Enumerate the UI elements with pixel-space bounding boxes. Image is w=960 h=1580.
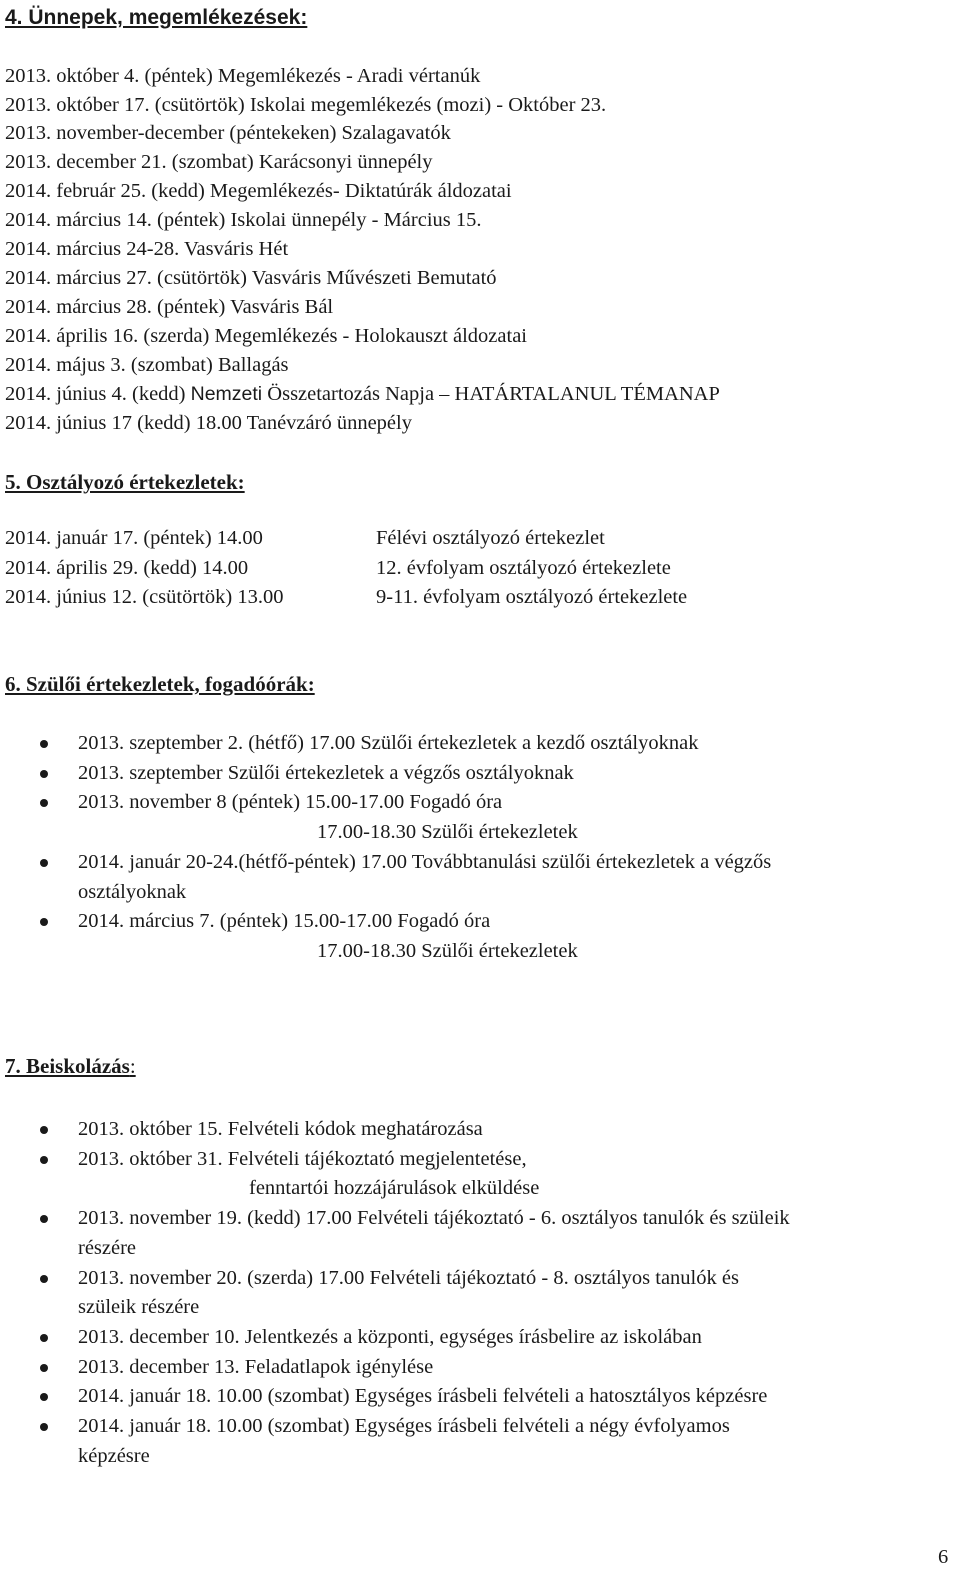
bullet-icon	[40, 770, 48, 778]
event-line: 2013. november-december (péntekeken) Szalagavatók	[5, 122, 451, 144]
table-row	[5, 583, 687, 613]
list-item-text: 2013. október 15. Felvételi kódok meghatározása	[78, 1118, 483, 1140]
section-6-heading: 6. Szülői értekezletek, fogadóórák:	[5, 672, 315, 696]
event-line	[5, 381, 720, 407]
bullet-icon	[40, 1126, 48, 1134]
meeting-date: 2014. január 17. (péntek) 14.00	[5, 527, 263, 550]
bullet-icon	[40, 918, 48, 926]
event-line: 2014. április 16. (szerda) Megemlékezés - Holokauszt áldozatai	[5, 325, 527, 347]
parent-meetings-list	[0, 729, 955, 967]
event-line: 2014. június 17 (kedd) 18.00 Tanévzáró ünnepély	[5, 412, 412, 434]
bullet-icon	[40, 1423, 48, 1431]
event-line: 2014. március 14. (péntek) Iskolai ünnepély - Március 15.	[5, 209, 482, 231]
page-number: 6	[938, 1546, 949, 1568]
event-line: 2014. március 28. (péntek) Vasváris Bál	[5, 296, 334, 318]
bullet-icon	[40, 1215, 48, 1223]
meeting-description: 9-11. évfolyam osztályozó értekezlete	[376, 586, 688, 609]
list-item-text: 2013. december 10. Jelentkezés a központi, egységes írásbelire az iskolában	[78, 1325, 702, 1348]
event-line: 2014. május 3. (szombat) Ballagás	[5, 354, 289, 376]
list-item	[0, 1382, 955, 1412]
meeting-description: 12. évfolyam osztályozó értekezlete	[376, 556, 671, 579]
bullet-icon	[40, 740, 48, 748]
list-item-continuation: fenntartói hozzájárulások elküldése	[249, 1177, 540, 1200]
section-5-heading: 5. Osztályozó értekezletek:	[5, 470, 245, 494]
event-line: 2014. március 24-28. Vasváris Hét	[5, 238, 289, 260]
event-june4-date: 2014. június 4. (kedd)	[5, 383, 191, 405]
bullet-icon	[40, 1275, 48, 1283]
section-7-colon: :	[129, 1054, 136, 1078]
event-line: 2013. október 17. (csütörtök) Iskolai megemlékezés (mozi) - Október 23.	[5, 94, 607, 116]
bullet-icon	[40, 1334, 48, 1342]
bullet-icon	[40, 799, 48, 807]
event-line: 2014. február 25. (kedd) Megemlékezés- Diktatúrák áldozatai	[5, 180, 512, 202]
list-item-text: 2013. szeptember 2. (hétfő) 17.00 Szülői értekezletek a kezdő osztályoknak	[78, 732, 699, 754]
list-item-wrap: részére	[78, 1236, 137, 1259]
list-item-continuation: 17.00-18.30 Szülői értekezletek	[317, 821, 578, 844]
meeting-description: Félévi osztályozó értekezlet	[376, 527, 605, 550]
list-item	[0, 759, 955, 789]
bullet-icon	[40, 1156, 48, 1164]
event-line: 2014. március 27. (csütörtök) Vasváris Művészeti Bemutató	[5, 267, 497, 289]
list-item	[0, 1323, 955, 1353]
list-item	[0, 788, 955, 847]
meeting-date: 2014. április 29. (kedd) 14.00	[5, 556, 249, 579]
list-item-text: 2014. január 18. 10.00 (szombat) Egységes írásbeli felvételi a négy évfolyamos	[78, 1415, 730, 1438]
list-item	[0, 1412, 955, 1471]
list-item	[0, 1115, 955, 1145]
list-item	[0, 1204, 955, 1263]
list-item-text: 2013. november 8 (péntek) 15.00-17.00 Fogadó óra	[78, 791, 503, 814]
admission-list	[0, 1115, 955, 1471]
event-line: 2013. december 21. (szombat) Karácsonyi ünnepély	[5, 151, 433, 173]
list-item-wrap: osztályoknak	[78, 880, 187, 903]
bullet-icon	[40, 1364, 48, 1372]
table-row	[5, 524, 687, 554]
list-item	[0, 729, 955, 759]
event-june4-rest: Összetartozás Napja – HATÁRTALANUL TÉMANAP	[262, 383, 720, 405]
list-item	[0, 1353, 955, 1383]
list-item-text: 2014. január 20-24.(hétfő-péntek) 17.00 Továbbtanulási szülői értekezletek a végzős	[78, 850, 772, 873]
table-row	[5, 554, 687, 584]
bullet-icon	[40, 1393, 48, 1401]
section-4-heading: 4. Ünnepek, megemlékezések:	[5, 6, 308, 29]
list-item	[0, 848, 955, 907]
list-item	[0, 1145, 955, 1204]
list-item-text: 2013. november 19. (kedd) 17.00 Felvételi tájékoztató - 6. osztályos tanulók és szüleik	[78, 1207, 790, 1230]
grading-meetings-table	[5, 524, 687, 613]
list-item-wrap: képzésre	[78, 1444, 150, 1467]
section-7-title: 7. Beiskolázás	[5, 1054, 130, 1078]
list-item-continuation: 17.00-18.30 Szülői értekezletek	[317, 939, 578, 962]
section-7-heading	[5, 1054, 136, 1079]
event-line: 2013. október 4. (péntek) Megemlékezés - Aradi vértanúk	[5, 65, 481, 87]
event-june4-word: Nemzeti	[190, 383, 263, 405]
meeting-date: 2014. június 12. (csütörtök) 13.00	[5, 586, 284, 609]
list-item-text: 2013. október 31. Felvételi tájékoztató megjelentetése,	[78, 1147, 527, 1170]
list-item-text: 2014. január 18. 10.00 (szombat) Egységes írásbeli felvételi a hatosztályos képzésre	[78, 1385, 768, 1408]
list-item-text: 2013. december 13. Feladatlapok igénylése	[78, 1355, 434, 1378]
list-item-text: 2013. november 20. (szerda) 17.00 Felvételi tájékoztató - 8. osztályos tanulók és	[78, 1266, 739, 1289]
list-item	[0, 1264, 955, 1323]
list-item	[0, 907, 955, 966]
list-item-wrap: szüleik részére	[78, 1296, 200, 1319]
list-item-text: 2014. március 7. (péntek) 15.00-17.00 Fogadó óra	[78, 910, 491, 933]
list-item-text: 2013. szeptember Szülői értekezletek a végzős osztályoknak	[78, 761, 574, 784]
bullet-icon	[40, 859, 48, 867]
